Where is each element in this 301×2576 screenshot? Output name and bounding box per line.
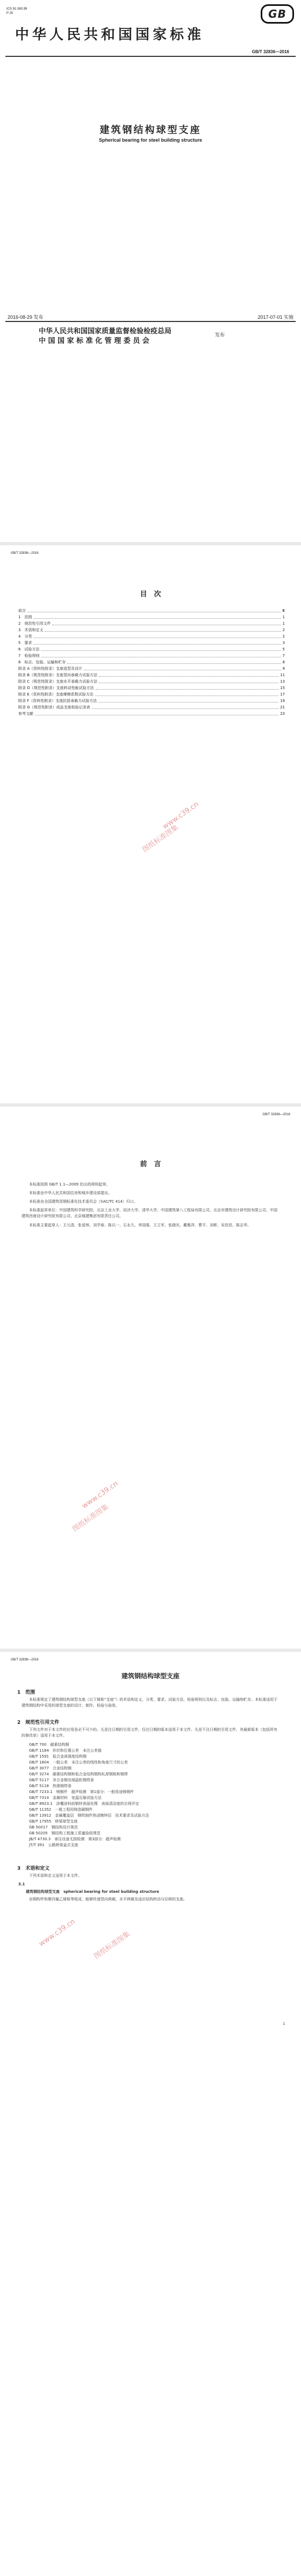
toc-entry[interactable] [18,673,285,678]
toc-entry[interactable] [18,692,285,697]
toc-entry-title: 附录 D（规范性附录）支座转动性能试验方法 [18,686,94,690]
reference-item: GB/T 1591 低合金高强度结构钢 [29,1754,87,1759]
toc-entry-title: 前言 [18,609,26,613]
issuer-1: 中华人民共和国国家质量监督检验检疫总局 [39,327,172,335]
toc-leader [96,689,278,690]
toc-leader [99,676,278,677]
cover-title-en: Spherical bearing for steel building structure [98,137,203,143]
body-header-no: GB/T 32836—2016 [11,1658,39,1662]
toc-entry[interactable] [18,699,285,704]
reference-item: GB/T 7233.1 铸钢件 超声检测 第1部分：一般用途铸钢件 [29,1790,134,1794]
clause-3-1-def: 由钢构件和聚四氟乙烯板等组成，能够传递竖向荷载、水平荷载及适应结构转动与位移的支座。 [29,1897,187,1901]
section-1-text: 本标准规定了建筑钢结构球型支座（以下简称“支座”）的术语和定义、分类、要求、试验方法、检验规则以及标志、包装、运输和贮存。本标准适用于建筑钢结构中采用的球型支座的设计、制作、检验与验收。 [22,1697,278,1708]
toc-entry-title: 附录 F（资料性附录）支座抗拔承载力试验方法 [18,699,97,703]
section-2-text: 下列文件对于本文件的应用是必不可少的。凡是注日期的引用文件，仅注日期的版本适用于本文件。凡是不注日期的引用文件，其最新版本（包括所有的修改单）适用于本文件。 [22,1728,277,1738]
body-page-number: 1 [283,2022,285,2026]
watermark-url: www.c39.cn [81,1480,120,1511]
toc-entry[interactable] [18,641,285,646]
reference-item: GB/T 5117 非合金钢及细晶粒钢焊条 [29,1778,94,1782]
toc-leader [67,663,281,664]
implementation-date: 2017-07-01 实施 [257,314,293,320]
toc-entry-page: 9 [282,667,285,671]
foreword-paragraph: 本标准主要起草人：王元清、张爱林、刘学春、陈以一、石永久、李国强、王立军、张晓光、戴雅萍、曹平、刘彬、吴佳佳、陈志华。 [29,1223,251,1227]
issuer-2: 中 国 国 家 标 准 化 管 理 委 员 会 [39,337,149,345]
toc-entry-page: 15 [280,686,285,690]
watermark-url: www.c39.cn [161,800,200,831]
foreword-paragraph: 本标准起草单位：中国建筑科学研究院、北京工业大学、同济大学、清华大学、中国建筑第八工程局有限公司、北京市建筑设计研究院有限公司、中国建筑西南设计研究院有限公司、北京城建集团有限责任公司。 [22,1208,277,1218]
toc-entry-title: 3 术语和定义 [18,628,44,632]
toc-entry-page: Ⅲ [282,609,285,613]
section-3-title: 3 术语和定义 [17,1866,50,1871]
body-title: 建筑钢结构球型支座 [121,1672,180,1680]
body-page [0,1652,301,2576]
watermark-url: www.c39.cn [38,1918,77,1949]
toc-entry[interactable] [18,621,285,626]
issue-date: 2016-08-29 发布 [8,314,44,320]
toc-entry[interactable] [18,667,285,671]
toc-entry-title: 6 试验方法 [18,647,40,652]
toc-entry[interactable] [18,634,285,639]
toc-entry[interactable] [18,609,285,613]
standard-number: GB/T 32836—2016 [252,49,289,54]
toc-entry-title: 参考文献 [18,712,33,716]
toc-entry-page: 23 [280,712,285,716]
reference-item: GB 50017 钢结构设计规范 [29,1825,78,1829]
cover-bottom-rule [5,321,296,322]
toc-leader [45,631,281,632]
section-1-title: 1 范围 [17,1690,35,1695]
toc-entry[interactable] [18,654,285,658]
reference-list [22,1742,280,1848]
gb-logo-text: GB [268,8,286,20]
section-3-text: 下列术语和定义适用于本文件。 [29,1874,82,1878]
toc-entry-page: 3 [282,641,285,645]
reference-item: GB/T 1184 形状和位置公差 未注公差值 [29,1748,102,1753]
toc-entry-title: 2 规范性引用文件 [18,621,51,626]
toc-entry-page: 1 [282,621,285,626]
toc-entry-page: 21 [280,705,285,709]
reference-item: GB/T 17955 桥梁球型支座 [29,1819,78,1824]
clause-3-1-term: 建筑钢结构球型支座 spherical bearing for steel building structure [26,1890,160,1894]
toc-leader [33,618,281,619]
toc-leader [41,650,281,651]
foreword-paragraph: 本标准按照 GB/T 1.1—2009 给出的规则起草。 [29,1182,110,1187]
reference-item: GB/T 3077 合金结构钢 [29,1766,71,1770]
reference-item: JB/T 4730.3 承压设备无损检测 第3部分：超声检测 [29,1837,121,1841]
toc-entry-page: 1 [282,615,285,619]
toc-entry-title: 附录 G（规范性附录）成品支座检验记录表 [18,705,90,709]
foreword-paragraph: 本标准由中华人民共和国住房和城乡建设部提出。 [29,1191,112,1195]
foreword-paragraph: 本标准由全国建筑用钢标准化技术委员会（SAC/TC 414）归口。 [29,1199,138,1204]
reference-item: GB/T 13912 金属覆盖层 钢铁制件热浸镀锌层 技术要求及试验方法 [29,1813,149,1818]
toc-entry[interactable] [18,705,285,710]
cover-title-cn: 建筑钢结构球型支座 [99,125,202,136]
toc-title: 目 次 [140,590,161,598]
toc-entry-page: 5 [282,647,285,652]
ics-code: ICS 91.080.99 [6,8,27,11]
reference-item: GB/T 1804 一般公差 未注公差的线性和角度尺寸的公差 [29,1760,128,1765]
watermark-label: 图纸标准图集 [71,1503,110,1534]
reference-item: GB/T 3274 碳素结构钢和低合金结构钢热轧厚钢板和钢带 [29,1772,128,1776]
toc-entry[interactable] [18,679,285,684]
gb-logo [261,4,294,24]
toc-entry-title: 4 分类 [18,634,32,639]
toc-entry-page: 11 [280,673,285,677]
reference-item: GB/T 11352 一般工程用铸造碳钢件 [29,1807,93,1812]
toc-entry-title: 附录 B（规范性附录）支座竖向承载力试验方法 [18,673,98,677]
ccs-code: P 25 [6,12,13,15]
toc-entry-title: 7 检验规则 [18,654,40,658]
toc-entry[interactable] [18,628,285,633]
toc-leader [33,644,281,645]
foreword-header-no: GB/T 32836—2016 [262,1113,290,1116]
reference-item: GB 50205 钢结构工程施工质量验收规范 [29,1831,101,1835]
national-standard-title: 中华人民共和国国家标准 [15,27,205,43]
toc-page [0,545,301,1103]
toc-entry[interactable] [18,686,285,691]
toc-entry-title: 5 要求 [18,641,32,645]
toc-leader [92,708,278,709]
reference-item: GB/T 700 碳素结构钢 [29,1743,69,1747]
reference-item: GB/T 8923.1 涂覆涂料前钢材表面处理 表面清洁度的目视评定 [29,1802,139,1806]
section-2-title: 2 规范性引用文件 [17,1720,60,1725]
toc-entry-title: 1 范围 [18,615,32,619]
cover-page [0,0,301,542]
reference-item: GB/T 5118 热强钢焊条 [29,1784,71,1788]
watermark-label: 图纸标准图集 [141,823,180,854]
toc-entry-title: 附录 C（规范性附录）支座水平承载力试验方法 [18,679,98,684]
toc-entry[interactable] [18,647,285,652]
toc-entry[interactable] [18,615,285,620]
toc-entry-page: 19 [280,699,285,703]
foreword-title: 前 言 [140,1160,161,1168]
issuer-suffix: 发布 [215,332,225,338]
toc-entry-title: 8 标志、包装、运输和贮存 [18,660,66,664]
toc-entry[interactable] [18,660,285,665]
toc-entry-page: 2 [282,634,285,639]
reference-item: JT/T 391 公路桥梁盆式支座 [29,1843,78,1847]
toc-entry-page: 8 [282,660,285,664]
watermark-label: 图纸标准图集 [92,1930,132,1961]
reference-item: GB/T 7314 金属材料 室温压缩试验方法 [29,1796,102,1800]
toc-entry-page: 7 [282,654,285,658]
toc-header-no: GB/T 32836—2016 [11,552,39,555]
toc-entry-title: 附录 E（资料性附录）支座摩擦系数试验方法 [18,692,94,697]
toc-entry[interactable] [18,712,285,716]
foreword-page [0,1107,301,1649]
cover-top-rule [5,56,296,57]
clause-3-1-no: 3.1 [18,1882,25,1886]
toc-entry-page: 2 [282,628,285,632]
toc-entry-page: 13 [280,679,285,684]
toc-entry-title: 附录 A（资料性附录）支座选型及设计 [18,667,83,671]
toc-entry-page: 17 [280,692,285,697]
